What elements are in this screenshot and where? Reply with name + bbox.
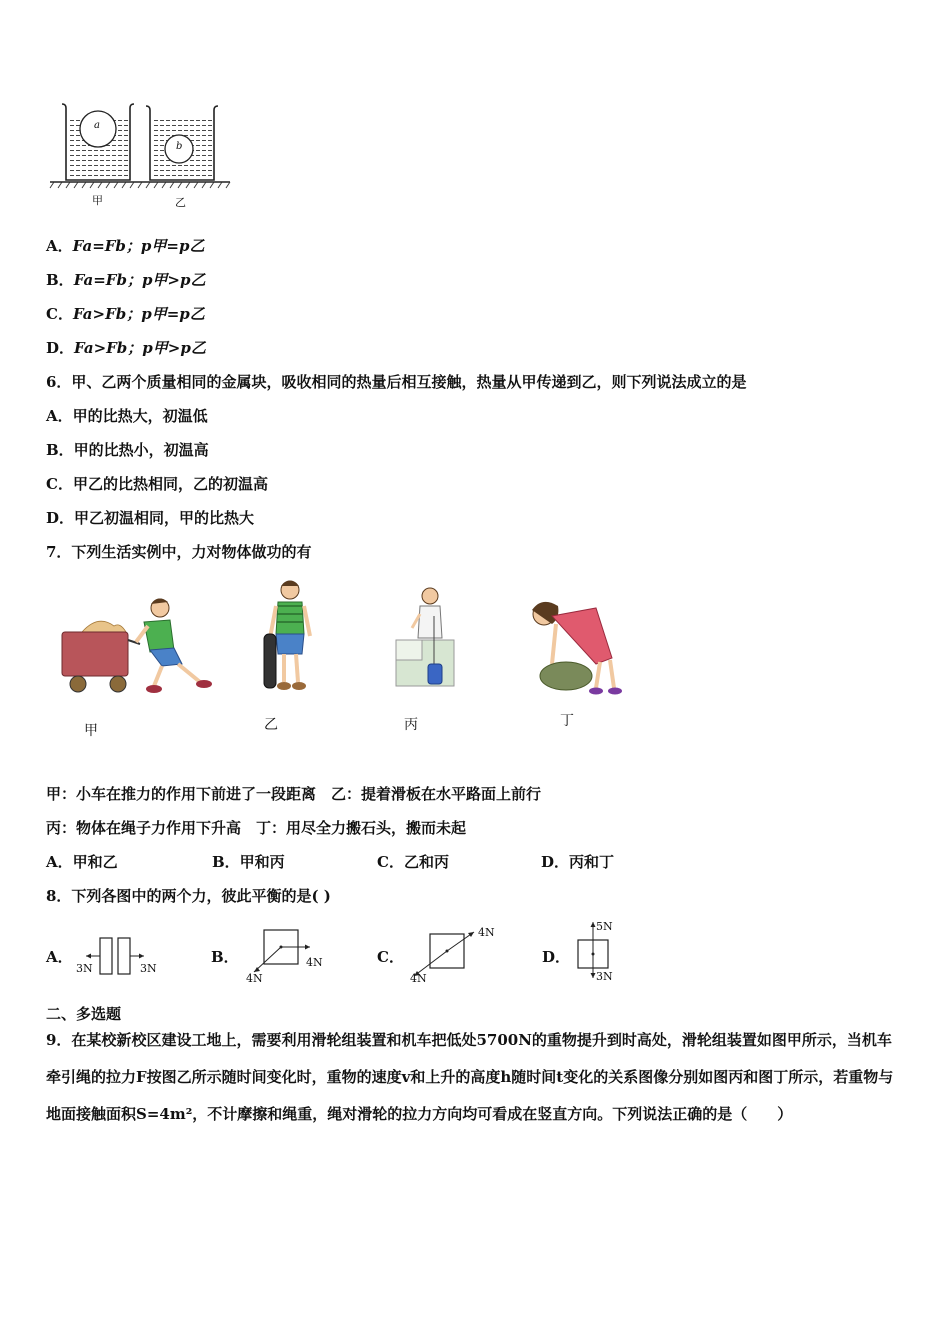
q7-desc-1: 甲：小车在推力的作用下前进了一段距离 乙：提着滑板在水平路面上前行 [46,785,542,803]
q7-figure-skateboard [262,578,318,698]
ball-b-label: b [176,141,183,152]
q8-a-left-force: 3N [76,962,93,975]
section-2-title: 二、多选题 [46,1005,122,1023]
q5-option-c-text: Fa>Fb；p甲=p乙 [72,305,205,323]
q8-a-right-force: 3N [140,962,157,975]
q5-option-c: C．Fa>Fb；p甲=p乙 [46,305,205,323]
q6-stem: 6．甲、乙两个质量相同的金属块，吸收相同的热量后相互接触，热量从甲传递到乙，则下列说法成立的是 [46,373,747,391]
q6-option-b: B．甲的比热小，初温高 [46,441,209,459]
q8-letter-c: C． [377,948,404,966]
q8-b-left-force: 4N [246,972,263,985]
q8-c-top-force: 4N [478,926,495,939]
q7-caption-jia: 甲 [84,723,98,739]
ball-a-label: a [94,120,100,131]
q8-b-right-force: 4N [306,956,323,969]
q5-option-a: A．Fa=Fb；p甲=p乙 [46,237,205,255]
q5-option-d-text: Fa>Fb；p甲>p乙 [74,339,206,357]
q7-figure-cart [58,592,214,696]
q5-option-d: D．Fa>Fb；p甲>p乙 [46,339,206,357]
q6-option-a: A．甲的比热大，初温低 [46,407,208,425]
q8-letter-b: B． [211,948,239,966]
q7-caption-yi: 乙 [264,717,278,733]
q7-figure-rock [516,594,624,696]
q8-stem: 8．下列各图中的两个力，彼此平衡的是( ) [46,887,331,905]
q7-stem: 7．下列生活实例中，力对物体做功的有 [46,543,312,561]
q7-option-d: D．丙和丁 [541,853,615,871]
beaker-label-right: 乙 [175,196,186,209]
beaker-figure [46,98,236,210]
q8-letter-d: D． [542,948,571,966]
beaker-label-left: 甲 [92,194,103,207]
q8-diagram-a [78,930,158,984]
q5-option-a-text: Fa=Fb；p甲=p乙 [72,237,205,255]
q7-figure-rope [394,586,458,690]
q7-desc-2: 丙：物体在绳子力作用下升高 丁：用尽全力搬石头，搬而未起 [46,819,467,837]
q6-option-c: C．甲乙的比热相同，乙的初温高 [46,475,268,493]
q8-d-bottom-force: 3N [596,970,613,983]
q8-c-bottom-force: 4N [410,972,427,985]
q6-option-d: D．甲乙初温相同，甲的比热大 [46,509,255,527]
q8-letter-a: A． [46,948,73,966]
ground-hatch [50,182,230,188]
q5-option-b-text: Fa=Fb；p甲>p乙 [73,271,206,289]
q9-text: 9．在某校新校区建设工地上，需要利用滑轮组装置和机车把低处5700N的重物提升到时高处，滑轮组装置如图甲所示，当机车牵引绳的拉力F按图乙所示随时间变化时，重物的速度v和上升的高度h随时间t变化的关系图像分别如图丙和图丁所示，若重物与地面接触面积S=4m²，不计摩擦和绳重，绳对滑轮的拉力方向均可看成在竖直方向。下列说法正确的是（ ） [46,1031,894,1123]
q7-option-c: C．乙和丙 [377,853,449,871]
q7-caption-ding: 丁 [560,713,574,729]
q7-option-b: B．甲和丙 [212,853,285,871]
q5-option-b: B．Fa=Fb；p甲>p乙 [46,271,206,289]
q7-option-a: A．甲和乙 [46,853,118,871]
q7-caption-bing: 丙 [404,717,418,733]
q8-d-top-force: 5N [596,920,613,933]
